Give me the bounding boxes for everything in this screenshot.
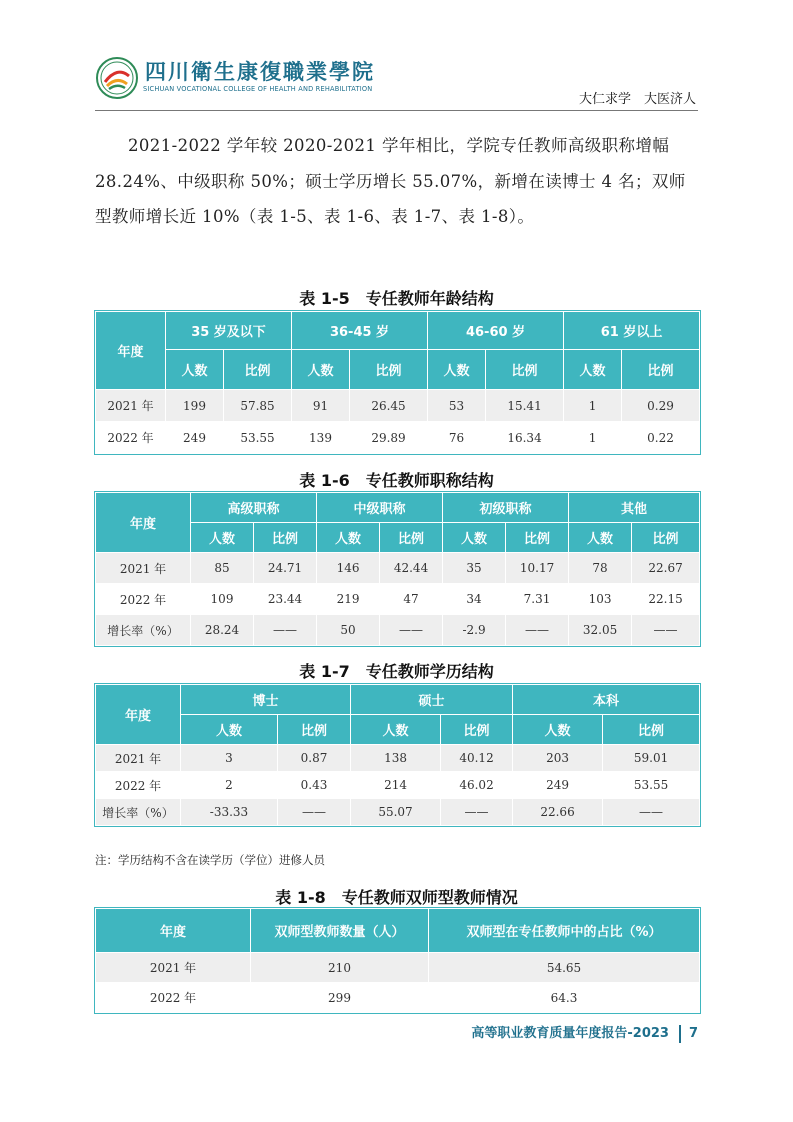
- table-row: [96, 615, 700, 646]
- footer-divider: [679, 1025, 681, 1043]
- data-cell: 47: [380, 584, 443, 615]
- count-header: 人数: [191, 523, 254, 553]
- count-header: 人数: [292, 350, 350, 390]
- group-header: 中级职称: [317, 493, 443, 523]
- ratio-header: 比例: [622, 350, 700, 390]
- count-header: 人数: [166, 350, 224, 390]
- data-cell: 1: [564, 422, 622, 454]
- report-title: 高等职业教育质量年度报告-2023: [471, 1026, 669, 1041]
- row-label-cell: 2022 年: [96, 422, 166, 454]
- group-header: 61 岁以上: [564, 312, 700, 350]
- row-label-cell: 2021 年: [96, 953, 251, 983]
- data-cell: 22.15: [632, 584, 700, 615]
- table-row: [96, 953, 700, 983]
- body-text: [95, 128, 701, 235]
- count-header: 人数: [564, 350, 622, 390]
- ratio-header: 比例: [506, 523, 569, 553]
- table-row: [96, 772, 700, 799]
- data-cell: ——: [603, 799, 700, 826]
- row-label-cell: 增长率（%）: [96, 615, 191, 646]
- data-cell: 34: [443, 584, 506, 615]
- table-row: [96, 745, 700, 772]
- data-cell: 219: [317, 584, 380, 615]
- data-cell: 22.67: [632, 553, 700, 584]
- table-row: [96, 983, 700, 1013]
- data-cell: 53: [428, 390, 486, 422]
- data-cell: 35: [443, 553, 506, 584]
- table-title-structure: [95, 492, 700, 646]
- table-row: [96, 584, 700, 615]
- count-header: 人数: [428, 350, 486, 390]
- school-name-en: SICHUAN VOCATIONAL COLLEGE OF HEALTH AND REHABILITATION: [143, 85, 373, 93]
- group-header: 36-45 岁: [292, 312, 428, 350]
- page-header: [95, 50, 698, 110]
- data-cell: ——: [254, 615, 317, 646]
- data-cell: 139: [292, 422, 350, 454]
- header-divider: [95, 110, 698, 111]
- row-label-cell: 2022 年: [96, 983, 251, 1013]
- table-age-structure: [95, 311, 700, 454]
- data-cell: 146: [317, 553, 380, 584]
- data-cell: 210: [251, 953, 429, 983]
- table-education-structure: [95, 684, 700, 826]
- ratio-header: 双师型在专任教师中的占比（%）: [429, 909, 700, 953]
- data-cell: 76: [428, 422, 486, 454]
- data-cell: 91: [292, 390, 350, 422]
- ratio-header: 比例: [380, 523, 443, 553]
- row-label-cell: 2021 年: [96, 390, 166, 422]
- school-motto: 大仁求学 大医济人: [578, 92, 696, 107]
- ratio-header: 比例: [486, 350, 564, 390]
- count-header: 人数: [443, 523, 506, 553]
- count-header: 人数: [513, 715, 603, 745]
- data-cell: 0.43: [278, 772, 351, 799]
- ratio-header: 比例: [632, 523, 700, 553]
- data-cell: 0.22: [622, 422, 700, 454]
- data-cell: -33.33: [181, 799, 278, 826]
- data-cell: 22.66: [513, 799, 603, 826]
- data-cell: 50: [317, 615, 380, 646]
- data-cell: 10.17: [506, 553, 569, 584]
- ratio-header: 比例: [441, 715, 513, 745]
- data-cell: 0.87: [278, 745, 351, 772]
- data-cell: 64.3: [429, 983, 700, 1013]
- row-label-cell: 2021 年: [96, 553, 191, 584]
- data-cell: 85: [191, 553, 254, 584]
- ratio-header: 比例: [224, 350, 292, 390]
- page-footer: [471, 1022, 698, 1043]
- data-cell: 249: [513, 772, 603, 799]
- data-cell: 15.41: [486, 390, 564, 422]
- table-note: 注：学历结构不含在读学历（学位）进修人员: [95, 853, 325, 867]
- data-cell: 2: [181, 772, 278, 799]
- count-header: 双师型教师数量（人）: [251, 909, 429, 953]
- data-cell: 299: [251, 983, 429, 1013]
- data-cell: ——: [278, 799, 351, 826]
- data-cell: 55.07: [351, 799, 441, 826]
- row-label-cell: 增长率（%）: [96, 799, 181, 826]
- group-header: 高级职称: [191, 493, 317, 523]
- count-header: 人数: [569, 523, 632, 553]
- ratio-header: 比例: [350, 350, 428, 390]
- data-cell: 203: [513, 745, 603, 772]
- data-cell: 42.44: [380, 553, 443, 584]
- table7-body: [96, 745, 700, 826]
- data-cell: 28.24: [191, 615, 254, 646]
- year-header: 年度: [96, 685, 181, 745]
- data-cell: -2.9: [443, 615, 506, 646]
- data-cell: 1: [564, 390, 622, 422]
- data-cell: 26.45: [350, 390, 428, 422]
- ratio-header: 比例: [278, 715, 351, 745]
- data-cell: 59.01: [603, 745, 700, 772]
- table7-caption: 表 1-7 专任教师学历结构: [299, 662, 494, 681]
- data-cell: 24.71: [254, 553, 317, 584]
- row-label-cell: 2021 年: [96, 745, 181, 772]
- data-cell: 40.12: [441, 745, 513, 772]
- group-header: 博士: [181, 685, 351, 715]
- data-cell: 57.85: [224, 390, 292, 422]
- page-number: 7: [688, 1026, 698, 1041]
- group-header: 其他: [569, 493, 700, 523]
- group-header: 初级职称: [443, 493, 569, 523]
- school-logo-icon: [95, 56, 139, 100]
- data-cell: 16.34: [486, 422, 564, 454]
- data-cell: 109: [191, 584, 254, 615]
- data-cell: ——: [506, 615, 569, 646]
- data-cell: 78: [569, 553, 632, 584]
- table5-body: [96, 390, 700, 454]
- data-cell: 138: [351, 745, 441, 772]
- count-header: 人数: [351, 715, 441, 745]
- count-header: 人数: [181, 715, 278, 745]
- group-header: 46-60 岁: [428, 312, 564, 350]
- table5-caption: 表 1-5 专任教师年龄结构: [299, 289, 494, 308]
- data-cell: 23.44: [254, 584, 317, 615]
- data-cell: 53.55: [603, 772, 700, 799]
- row-label-cell: 2022 年: [96, 584, 191, 615]
- table-row: [96, 799, 700, 826]
- data-cell: 199: [166, 390, 224, 422]
- data-cell: 214: [351, 772, 441, 799]
- data-cell: 3: [181, 745, 278, 772]
- data-cell: ——: [380, 615, 443, 646]
- paragraph: 2021-2022 学年较 2020-2021 学年相比，学院专任教师高级职称增幅 28.24%、中级职称 50%；硕士学历增长 55.07%，新增在读博士 4 名；双师型教师增长近 10%（表 1-5、表 1-6、表 1-7、表 1-8）。: [95, 136, 686, 226]
- table6-caption: 表 1-6 专任教师职称结构: [299, 471, 494, 490]
- data-cell: 7.31: [506, 584, 569, 615]
- table-row: [96, 553, 700, 584]
- ratio-header: 比例: [254, 523, 317, 553]
- group-header: 硕士: [351, 685, 513, 715]
- group-header: 本科: [513, 685, 700, 715]
- data-cell: 46.02: [441, 772, 513, 799]
- data-cell: 29.89: [350, 422, 428, 454]
- ratio-header: 比例: [603, 715, 700, 745]
- year-header: 年度: [96, 493, 191, 553]
- data-cell: 103: [569, 584, 632, 615]
- table-row: [96, 390, 700, 422]
- table-row: [96, 422, 700, 454]
- count-header: 人数: [317, 523, 380, 553]
- table-dual-qualified: [95, 908, 700, 1013]
- group-header: 35 岁及以下: [166, 312, 292, 350]
- data-cell: 0.29: [622, 390, 700, 422]
- row-label-cell: 2022 年: [96, 772, 181, 799]
- school-name-cn: 四川衛生康復職業學院: [145, 59, 375, 84]
- year-header: 年度: [96, 909, 251, 953]
- data-cell: ——: [632, 615, 700, 646]
- data-cell: ——: [441, 799, 513, 826]
- year-header: 年度: [96, 312, 166, 390]
- data-cell: 54.65: [429, 953, 700, 983]
- data-cell: 249: [166, 422, 224, 454]
- table8-body: [96, 953, 700, 1013]
- data-cell: 32.05: [569, 615, 632, 646]
- table8-caption: 表 1-8 专任教师双师型教师情况: [275, 888, 518, 907]
- data-cell: 53.55: [224, 422, 292, 454]
- table6-body: [96, 553, 700, 646]
